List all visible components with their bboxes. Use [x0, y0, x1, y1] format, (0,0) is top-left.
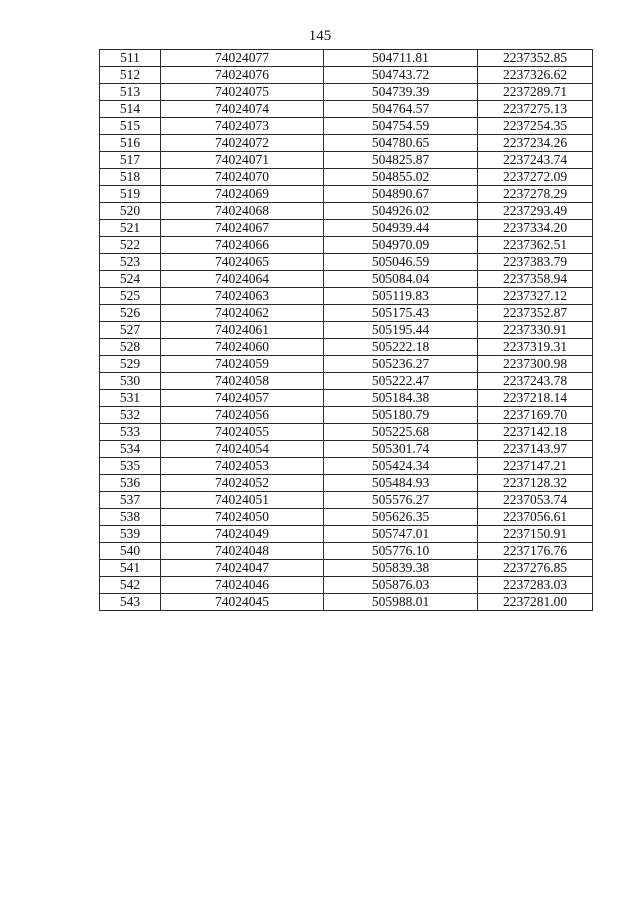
point-number-cell: 519: [100, 186, 161, 203]
x-coordinate-cell: 505195.44: [324, 322, 478, 339]
point-number-cell: 524: [100, 271, 161, 288]
point-number-cell: 518: [100, 169, 161, 186]
point-number-cell: 517: [100, 152, 161, 169]
point-id-cell: 74024077: [161, 50, 324, 67]
table-row: [100, 169, 593, 186]
x-coordinate-cell: 505046.59: [324, 254, 478, 271]
x-coordinate-cell: 505747.01: [324, 526, 478, 543]
table-row: [100, 424, 593, 441]
coordinates-table: [99, 49, 593, 611]
table-row: [100, 220, 593, 237]
x-coordinate-cell: 505876.03: [324, 577, 478, 594]
table-row: [100, 373, 593, 390]
point-id-cell: 74024067: [161, 220, 324, 237]
table-row: [100, 50, 593, 67]
table-row: [100, 305, 593, 322]
table-row: [100, 271, 593, 288]
table-row: [100, 441, 593, 458]
point-id-cell: 74024061: [161, 322, 324, 339]
point-number-cell: 542: [100, 577, 161, 594]
table-row: [100, 458, 593, 475]
table-row: [100, 237, 593, 254]
point-id-cell: 74024062: [161, 305, 324, 322]
table-row: [100, 560, 593, 577]
table-row: [100, 288, 593, 305]
point-number-cell: 536: [100, 475, 161, 492]
point-id-cell: 74024046: [161, 577, 324, 594]
table-row: [100, 254, 593, 271]
table-row: [100, 67, 593, 84]
point-id-cell: 74024057: [161, 390, 324, 407]
page-number: 145: [308, 28, 332, 44]
table-row: [100, 543, 593, 560]
y-coordinate-cell: 2237176.76: [478, 543, 593, 560]
table-row: [100, 509, 593, 526]
y-coordinate-cell: 2237143.97: [478, 441, 593, 458]
y-coordinate-cell: 2237147.21: [478, 458, 593, 475]
point-number-cell: 533: [100, 424, 161, 441]
y-coordinate-cell: 2237218.14: [478, 390, 593, 407]
y-coordinate-cell: 2237128.32: [478, 475, 593, 492]
x-coordinate-cell: 505225.68: [324, 424, 478, 441]
table-row: [100, 186, 593, 203]
y-coordinate-cell: 2237243.74: [478, 152, 593, 169]
table-row: [100, 135, 593, 152]
point-id-cell: 74024074: [161, 101, 324, 118]
point-number-cell: 534: [100, 441, 161, 458]
point-number-cell: 540: [100, 543, 161, 560]
table-row: [100, 526, 593, 543]
y-coordinate-cell: 2237053.74: [478, 492, 593, 509]
point-id-cell: 74024048: [161, 543, 324, 560]
table-row: [100, 203, 593, 220]
y-coordinate-cell: 2237334.20: [478, 220, 593, 237]
point-number-cell: 522: [100, 237, 161, 254]
point-id-cell: 74024054: [161, 441, 324, 458]
x-coordinate-cell: 505424.34: [324, 458, 478, 475]
table-row: [100, 356, 593, 373]
point-number-cell: 528: [100, 339, 161, 356]
y-coordinate-cell: 2237272.09: [478, 169, 593, 186]
point-number-cell: 543: [100, 594, 161, 611]
y-coordinate-cell: 2237327.12: [478, 288, 593, 305]
x-coordinate-cell: 505626.35: [324, 509, 478, 526]
point-id-cell: 74024075: [161, 84, 324, 101]
point-id-cell: 74024064: [161, 271, 324, 288]
table-row: [100, 118, 593, 135]
y-coordinate-cell: 2237234.26: [478, 135, 593, 152]
point-number-cell: 527: [100, 322, 161, 339]
x-coordinate-cell: 505119.83: [324, 288, 478, 305]
point-number-cell: 521: [100, 220, 161, 237]
x-coordinate-cell: 504855.02: [324, 169, 478, 186]
table-body: [100, 50, 593, 611]
point-number-cell: 514: [100, 101, 161, 118]
point-id-cell: 74024065: [161, 254, 324, 271]
x-coordinate-cell: 504764.57: [324, 101, 478, 118]
point-id-cell: 74024073: [161, 118, 324, 135]
y-coordinate-cell: 2237326.62: [478, 67, 593, 84]
y-coordinate-cell: 2237243.78: [478, 373, 593, 390]
table-row: [100, 390, 593, 407]
y-coordinate-cell: 2237352.87: [478, 305, 593, 322]
point-number-cell: 537: [100, 492, 161, 509]
table-row: [100, 492, 593, 509]
x-coordinate-cell: 505301.74: [324, 441, 478, 458]
point-id-cell: 74024070: [161, 169, 324, 186]
x-coordinate-cell: 505222.18: [324, 339, 478, 356]
x-coordinate-cell: 504926.02: [324, 203, 478, 220]
y-coordinate-cell: 2237293.49: [478, 203, 593, 220]
point-id-cell: 74024069: [161, 186, 324, 203]
x-coordinate-cell: 504825.87: [324, 152, 478, 169]
y-coordinate-cell: 2237056.61: [478, 509, 593, 526]
y-coordinate-cell: 2237289.71: [478, 84, 593, 101]
y-coordinate-cell: 2237142.18: [478, 424, 593, 441]
y-coordinate-cell: 2237254.35: [478, 118, 593, 135]
point-id-cell: 74024049: [161, 526, 324, 543]
point-number-cell: 538: [100, 509, 161, 526]
y-coordinate-cell: 2237281.00: [478, 594, 593, 611]
point-number-cell: 535: [100, 458, 161, 475]
point-number-cell: 529: [100, 356, 161, 373]
x-coordinate-cell: 505184.38: [324, 390, 478, 407]
table-row: [100, 101, 593, 118]
point-id-cell: 74024050: [161, 509, 324, 526]
x-coordinate-cell: 505776.10: [324, 543, 478, 560]
point-id-cell: 74024047: [161, 560, 324, 577]
x-coordinate-cell: 504890.67: [324, 186, 478, 203]
point-number-cell: 512: [100, 67, 161, 84]
y-coordinate-cell: 2237358.94: [478, 271, 593, 288]
table-row: [100, 152, 593, 169]
y-coordinate-cell: 2237169.70: [478, 407, 593, 424]
y-coordinate-cell: 2237383.79: [478, 254, 593, 271]
point-id-cell: 74024072: [161, 135, 324, 152]
y-coordinate-cell: 2237319.31: [478, 339, 593, 356]
x-coordinate-cell: 504754.59: [324, 118, 478, 135]
x-coordinate-cell: 505839.38: [324, 560, 478, 577]
y-coordinate-cell: 2237150.91: [478, 526, 593, 543]
x-coordinate-cell: 504970.09: [324, 237, 478, 254]
point-number-cell: 532: [100, 407, 161, 424]
x-coordinate-cell: 504780.65: [324, 135, 478, 152]
y-coordinate-cell: 2237278.29: [478, 186, 593, 203]
point-number-cell: 515: [100, 118, 161, 135]
point-id-cell: 74024063: [161, 288, 324, 305]
x-coordinate-cell: 505576.27: [324, 492, 478, 509]
point-number-cell: 526: [100, 305, 161, 322]
x-coordinate-cell: 505988.01: [324, 594, 478, 611]
point-id-cell: 74024060: [161, 339, 324, 356]
x-coordinate-cell: 505222.47: [324, 373, 478, 390]
y-coordinate-cell: 2237275.13: [478, 101, 593, 118]
point-id-cell: 74024066: [161, 237, 324, 254]
table-row: [100, 594, 593, 611]
x-coordinate-cell: 505236.27: [324, 356, 478, 373]
point-id-cell: 74024068: [161, 203, 324, 220]
point-number-cell: 530: [100, 373, 161, 390]
y-coordinate-cell: 2237330.91: [478, 322, 593, 339]
table-row: [100, 407, 593, 424]
table-row: [100, 84, 593, 101]
point-id-cell: 74024076: [161, 67, 324, 84]
point-number-cell: 511: [100, 50, 161, 67]
point-id-cell: 74024058: [161, 373, 324, 390]
table-row: [100, 577, 593, 594]
x-coordinate-cell: 504711.81: [324, 50, 478, 67]
point-number-cell: 523: [100, 254, 161, 271]
point-id-cell: 74024052: [161, 475, 324, 492]
y-coordinate-cell: 2237276.85: [478, 560, 593, 577]
point-id-cell: 74024053: [161, 458, 324, 475]
point-id-cell: 74024055: [161, 424, 324, 441]
point-number-cell: 541: [100, 560, 161, 577]
y-coordinate-cell: 2237300.98: [478, 356, 593, 373]
point-number-cell: 516: [100, 135, 161, 152]
table-row: [100, 322, 593, 339]
point-number-cell: 531: [100, 390, 161, 407]
point-id-cell: 74024059: [161, 356, 324, 373]
point-id-cell: 74024045: [161, 594, 324, 611]
point-id-cell: 74024051: [161, 492, 324, 509]
table-row: [100, 475, 593, 492]
x-coordinate-cell: 505084.04: [324, 271, 478, 288]
x-coordinate-cell: 504939.44: [324, 220, 478, 237]
x-coordinate-cell: 504739.39: [324, 84, 478, 101]
y-coordinate-cell: 2237352.85: [478, 50, 593, 67]
point-id-cell: 74024071: [161, 152, 324, 169]
x-coordinate-cell: 505484.93: [324, 475, 478, 492]
point-id-cell: 74024056: [161, 407, 324, 424]
x-coordinate-cell: 505175.43: [324, 305, 478, 322]
point-number-cell: 513: [100, 84, 161, 101]
point-number-cell: 539: [100, 526, 161, 543]
table-row: [100, 339, 593, 356]
x-coordinate-cell: 505180.79: [324, 407, 478, 424]
y-coordinate-cell: 2237283.03: [478, 577, 593, 594]
point-number-cell: 520: [100, 203, 161, 220]
x-coordinate-cell: 504743.72: [324, 67, 478, 84]
point-number-cell: 525: [100, 288, 161, 305]
y-coordinate-cell: 2237362.51: [478, 237, 593, 254]
